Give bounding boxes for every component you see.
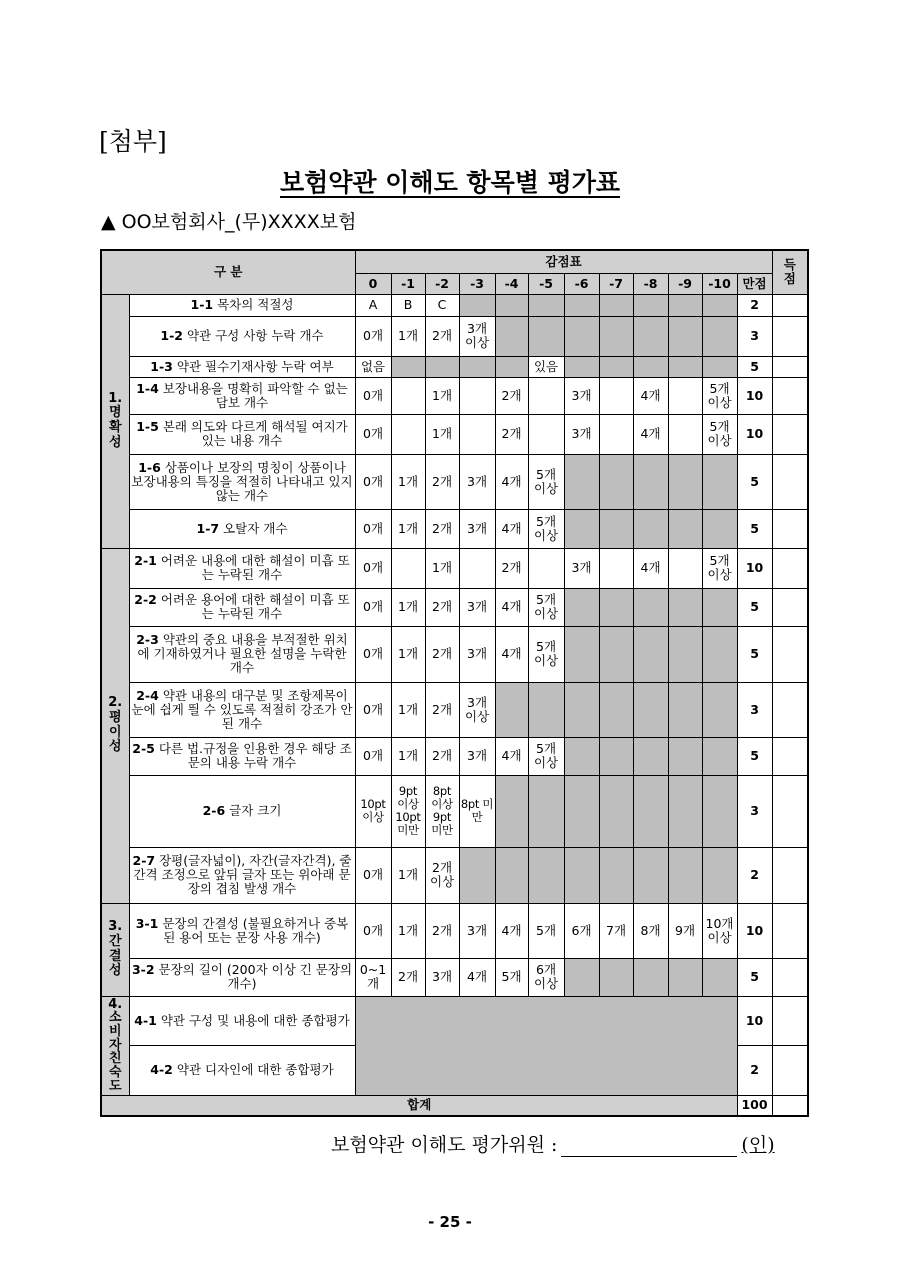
cell: 0개: [355, 377, 391, 414]
cell: 4개: [495, 903, 528, 958]
score-cell[interactable]: [772, 996, 808, 1045]
col-10: -10: [702, 273, 737, 294]
cell: 3개: [459, 903, 495, 958]
table-row: [101, 737, 808, 775]
col-0: 0: [355, 273, 391, 294]
item-label: 2-1 어려운 내용에 대한 해설이 미흡 또는 누락된 개수: [129, 548, 355, 588]
cell: 0개: [355, 847, 391, 903]
col-5: -5: [528, 273, 564, 294]
score-cell[interactable]: [772, 588, 808, 626]
cell: 9개: [668, 903, 702, 958]
max-score: 10: [737, 414, 772, 454]
cell: 1개: [391, 626, 425, 682]
max-score: 10: [737, 377, 772, 414]
max-score: 2: [737, 294, 772, 316]
cell: 0개: [355, 548, 391, 588]
cell: 2개 이상: [425, 847, 459, 903]
item-label: 1-2 약관 구성 사항 누락 개수: [129, 316, 355, 356]
cell: 3개 이상: [459, 316, 495, 356]
cell: 6개: [564, 903, 599, 958]
cell: 0개: [355, 903, 391, 958]
cell: 8pt 이상 9pt 미만: [425, 775, 459, 847]
max-score: 5: [737, 737, 772, 775]
category-ease: 2. 평 이 성: [101, 548, 129, 903]
cell: 1개: [391, 903, 425, 958]
cell: 7개: [599, 903, 633, 958]
table-row: [101, 548, 808, 588]
score-cell[interactable]: [772, 454, 808, 509]
max-score: 3: [737, 682, 772, 737]
max-score: 5: [737, 356, 772, 377]
table-row: [101, 414, 808, 454]
item-label: 4-2 약관 디자인에 대한 종합평가: [129, 1045, 355, 1095]
cell: 4개: [495, 588, 528, 626]
cell: 1개: [425, 548, 459, 588]
item-label: 1-4 보장내용을 명확히 파악할 수 없는 담보 개수: [129, 377, 355, 414]
score-cell[interactable]: [772, 356, 808, 377]
score-cell[interactable]: [772, 958, 808, 996]
cell: 5개 이상: [702, 548, 737, 588]
table-row: [101, 682, 808, 737]
score-cell[interactable]: [772, 377, 808, 414]
cell: 3개: [459, 626, 495, 682]
cell: 5개: [495, 958, 528, 996]
cell: 3개: [459, 454, 495, 509]
cell: 2개: [425, 588, 459, 626]
cell: 2개: [425, 737, 459, 775]
cell: 0개: [355, 454, 391, 509]
cell: 2개: [425, 903, 459, 958]
cell: 0개: [355, 682, 391, 737]
cell: 1개: [391, 588, 425, 626]
max-score: 10: [737, 548, 772, 588]
table-row: [101, 588, 808, 626]
cell: 없음: [355, 356, 391, 377]
cell: 3개: [459, 588, 495, 626]
score-cell[interactable]: [772, 548, 808, 588]
col-2: -2: [425, 273, 459, 294]
cell: 4개: [495, 454, 528, 509]
cell: 있음: [528, 356, 564, 377]
cell: 5개 이상: [702, 414, 737, 454]
item-label: 2-2 어려운 용어에 대한 해설이 미흡 또는 누락된 개수: [129, 588, 355, 626]
total-label: 합계: [101, 1095, 737, 1116]
cell: 10개 이상: [702, 903, 737, 958]
cell: 9pt 이상 10pt 미만: [391, 775, 425, 847]
max-score: 3: [737, 775, 772, 847]
score-cell[interactable]: [772, 414, 808, 454]
cell: 0~1 개: [355, 958, 391, 996]
score-cell[interactable]: [772, 294, 808, 316]
cell: 3개 이상: [459, 682, 495, 737]
cell: 2개: [391, 958, 425, 996]
cell: 5개 이상: [702, 377, 737, 414]
cell: 0개: [355, 414, 391, 454]
category-conciseness: 3. 간 결 성: [101, 903, 129, 996]
col-1: -1: [391, 273, 425, 294]
cell: 0개: [355, 588, 391, 626]
insurer-product-line: ▲ OO보험회사_(무)XXXX보험: [101, 211, 357, 233]
cell: 1개: [391, 316, 425, 356]
item-label: 2-7 장평(글자넓이), 자간(글자간격), 줄간격 조정으로 앞뒤 글자 또는 위아래 문장의 겹침 발생 개수: [129, 847, 355, 903]
score-cell[interactable]: [772, 775, 808, 847]
table-row: [101, 958, 808, 996]
max-score: 5: [737, 588, 772, 626]
cell: 8pt 미만: [459, 775, 495, 847]
score-cell[interactable]: [772, 509, 808, 548]
cell: 5개 이상: [528, 509, 564, 548]
cell: 1개: [391, 454, 425, 509]
cell: 2개: [425, 316, 459, 356]
col-4: -4: [495, 273, 528, 294]
cell: 0개: [355, 626, 391, 682]
attachment-label: [첨부]: [99, 127, 167, 156]
score-cell[interactable]: [772, 626, 808, 682]
cell: 1개: [391, 682, 425, 737]
cell: 3개: [459, 737, 495, 775]
cell: 8개: [633, 903, 668, 958]
score-cell[interactable]: [772, 737, 808, 775]
max-score: 5: [737, 958, 772, 996]
cell: 2개: [425, 454, 459, 509]
item-label: 1-1 목차의 적절성: [129, 294, 355, 316]
item-label: 4-1 약관 구성 및 내용에 대한 종합평가: [129, 996, 355, 1045]
col-3: -3: [459, 273, 495, 294]
col-8: -8: [633, 273, 668, 294]
total-score-cell[interactable]: [772, 1095, 808, 1116]
cell: 5개 이상: [528, 626, 564, 682]
cell: 5개 이상: [528, 588, 564, 626]
signature-blank[interactable]: [561, 1137, 737, 1157]
score-cell[interactable]: [772, 682, 808, 737]
category-clarity: 1. 명 확 성: [101, 294, 129, 548]
col-max: 만점: [737, 273, 772, 294]
cell: 2개: [425, 626, 459, 682]
cell: 0개: [355, 509, 391, 548]
item-label: 3-1 문장의 간결성 (불필요하거나 중복된 용어 또는 문장 사용 개수): [129, 903, 355, 958]
signature-line: 보험약관 이해도 평가위원 : (인): [331, 1134, 775, 1156]
table-row: [101, 847, 808, 903]
cell: 3개: [459, 509, 495, 548]
table-row: [101, 356, 808, 377]
max-score: 10: [737, 996, 772, 1045]
cell: 1개: [391, 509, 425, 548]
table-row: [101, 509, 808, 548]
max-score: 2: [737, 1045, 772, 1095]
max-score: 5: [737, 626, 772, 682]
cell: 2개: [495, 414, 528, 454]
evaluation-table: [100, 249, 809, 1117]
cell: 5개: [528, 903, 564, 958]
cell: 4개: [633, 414, 668, 454]
cell: 1개: [391, 847, 425, 903]
cell: B: [391, 294, 425, 316]
seal-mark: (인): [741, 1134, 775, 1156]
cell: 4개: [495, 626, 528, 682]
total-row: [101, 1095, 808, 1116]
item-label: 2-3 약관의 중요 내용을 부적절한 위치에 기재하였거나 필요한 설명을 누락한 개수: [129, 626, 355, 682]
item-label: 2-5 다른 법.규정을 인용한 경우 해당 조문의 내용 누락 개수: [129, 737, 355, 775]
score-cell[interactable]: [772, 1045, 808, 1095]
score-cell[interactable]: [772, 316, 808, 356]
cell: 1개: [391, 737, 425, 775]
cell: 1개: [425, 414, 459, 454]
cell: 2개: [425, 509, 459, 548]
table-row: [101, 626, 808, 682]
total-max: 100: [737, 1095, 772, 1116]
cell: 5개 이상: [528, 454, 564, 509]
cell: 3개: [564, 548, 599, 588]
table-row: [101, 377, 808, 414]
item-label: 1-6 상품이나 보장의 명칭이 상품이나 보장내용의 특징을 적절히 나타내고 있지 않는 개수: [129, 454, 355, 509]
document-title: 보험약관 이해도 항목별 평가표: [279, 168, 621, 197]
table-row: [101, 996, 808, 1045]
cell: 4개: [633, 377, 668, 414]
cell: 4개: [495, 509, 528, 548]
cell: 3개: [564, 377, 599, 414]
max-score: 3: [737, 316, 772, 356]
category-consumer-friendliness: 4. 소 비 자 친 숙 도: [101, 996, 129, 1095]
cell: 10pt 이상: [355, 775, 391, 847]
header-category: 구 분: [101, 250, 355, 294]
cell: 2개: [495, 377, 528, 414]
cell: 2개: [495, 548, 528, 588]
cell: 6개 이상: [528, 958, 564, 996]
cell: 1개: [425, 377, 459, 414]
max-score: 2: [737, 847, 772, 903]
cell: A: [355, 294, 391, 316]
cell: 4개: [459, 958, 495, 996]
header-deduction: 감점표: [355, 250, 772, 273]
cell: C: [425, 294, 459, 316]
page-number: - 25 -: [428, 1213, 472, 1231]
header-score: 득 점: [772, 250, 808, 294]
table-row: [101, 775, 808, 847]
score-cell[interactable]: [772, 903, 808, 958]
item-label: 1-5 본래 의도와 다르게 해석될 여지가 있는 내용 개수: [129, 414, 355, 454]
cell: 0개: [355, 316, 391, 356]
max-score: 5: [737, 509, 772, 548]
max-score: 10: [737, 903, 772, 958]
item-label: 2-4 약관 내용의 대구분 및 조항제목이 눈에 쉽게 띌 수 있도록 적절히 강조가 안 된 개수: [129, 682, 355, 737]
table-row: [101, 454, 808, 509]
col-7: -7: [599, 273, 633, 294]
item-label: 1-7 오탈자 개수: [129, 509, 355, 548]
table-row: [101, 903, 808, 958]
cell: 2개: [425, 682, 459, 737]
table-row: [101, 294, 808, 316]
cell: 3개: [564, 414, 599, 454]
cell: 0개: [355, 737, 391, 775]
table-row: [101, 316, 808, 356]
item-label: 2-6 글자 크기: [129, 775, 355, 847]
cell: 4개: [633, 548, 668, 588]
item-label: 3-2 문장의 길이 (200자 이상 긴 문장의 개수): [129, 958, 355, 996]
max-score: 5: [737, 454, 772, 509]
col-6: -6: [564, 273, 599, 294]
cell: 5개 이상: [528, 737, 564, 775]
cell: 4개: [495, 737, 528, 775]
item-label: 1-3 약관 필수기재사항 누락 여부: [129, 356, 355, 377]
col-9: -9: [668, 273, 702, 294]
score-cell[interactable]: [772, 847, 808, 903]
cell: 3개: [425, 958, 459, 996]
